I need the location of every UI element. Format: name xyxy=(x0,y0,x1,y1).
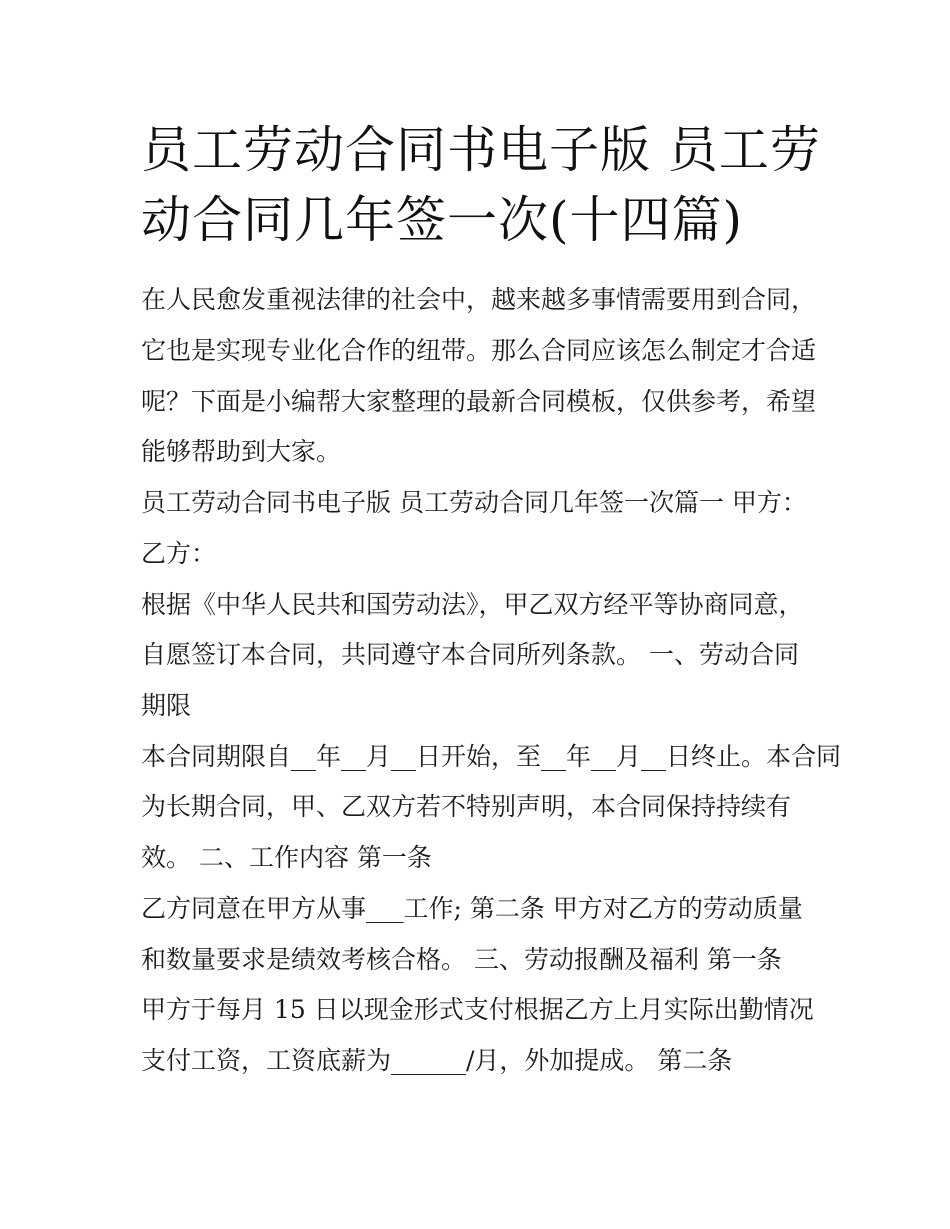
paragraph-line-16: 支付工资，工资底薪为______/月，外加提成。 第二条 xyxy=(141,1046,733,1075)
paragraph-line-14: 和数量要求是绩效考核合格。 三、劳动报酬及福利 第一条 xyxy=(141,945,782,974)
paragraph-line-1: 在人民愈发重视法律的社会中，越来越多事情需要用到合同， xyxy=(141,285,817,314)
paragraph-line-11: 为长期合同，甲、乙双方若不特别声明，本合同保持持续有 xyxy=(141,792,792,821)
paragraph-line-5: 员工劳动合同书电子版 员工劳动合同几年签一次篇一 甲方： xyxy=(141,488,807,517)
paragraph-line-3: 呢？下面是小编帮大家整理的最新合同模板，仅供参考，希望 xyxy=(141,387,817,416)
paragraph-line-9: 期限 xyxy=(141,691,192,720)
paragraph-line-13: 乙方同意在甲方从事___工作; 第二条 甲方对乙方的劳动质量 xyxy=(141,894,803,923)
document-title: 员工劳动合同书电子版 员工劳动合同几年签一次(十四篇) xyxy=(141,121,821,249)
paragraph-line-4: 能够帮助到大家。 xyxy=(141,437,342,466)
paragraph-line-2: 它也是实现专业化合作的纽带。那么合同应该怎么制定才合适 xyxy=(141,336,817,365)
paragraph-line-15: 甲方于每月 15 日以现金形式支付根据乙方上月实际出勤情况 xyxy=(141,995,814,1024)
paragraph-line-8: 自愿签订本合同，共同遵守本合同所列条款。 一、劳动合同 xyxy=(141,640,799,669)
paragraph-line-6: 乙方： xyxy=(141,539,217,568)
paragraph-line-7: 根据《中华人民共和国劳动法》，甲乙双方经平等协商同意， xyxy=(141,590,804,619)
paragraph-line-12: 效。 二、工作内容 第一条 xyxy=(141,843,432,872)
paragraph-line-10: 本合同期限自__年__月__日开始，至__年__月__日终止。本合同 xyxy=(141,742,842,771)
